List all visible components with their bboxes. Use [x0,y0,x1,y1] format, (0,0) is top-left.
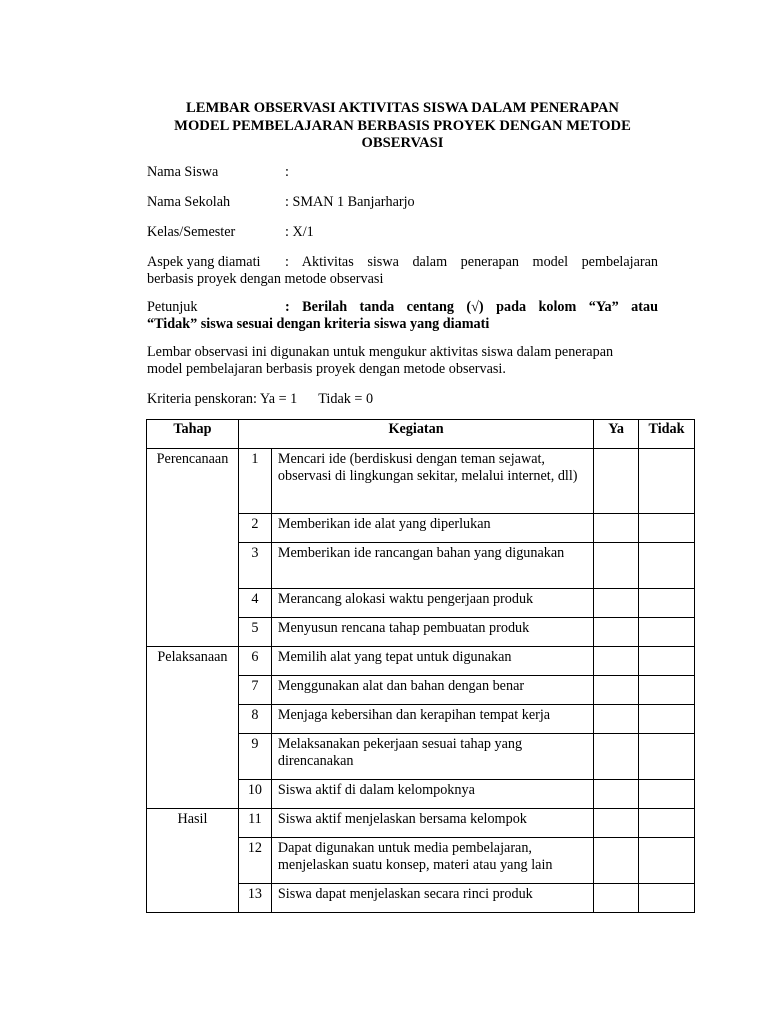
kegiatan-cell: Siswa aktif di dalam kelompoknya [271,780,593,809]
nama-sekolah-label: Nama Sekolah [147,193,231,210]
ya-checkbox-cell[interactable] [594,514,639,543]
row-number: 5 [238,618,271,647]
field-aspek [147,254,658,288]
table-row [147,449,695,514]
tidak-checkbox-cell[interactable] [639,676,695,705]
row-number: 11 [238,809,271,838]
row-number: 13 [238,884,271,913]
kegiatan-cell: Memberikan ide alat yang diperlukan [271,514,593,543]
tidak-checkbox-cell[interactable] [639,838,695,884]
ya-checkbox-cell[interactable] [594,618,639,647]
petunjuk-value: : Berilah tanda centang (√) pada kolom “Ya” atau [285,298,658,315]
row-number: 12 [238,838,271,884]
field-kelas [147,224,658,241]
tidak-checkbox-cell[interactable] [639,449,695,514]
row-number: 1 [238,449,271,514]
ya-checkbox-cell[interactable] [594,705,639,734]
tidak-checkbox-cell[interactable] [639,884,695,913]
ya-checkbox-cell[interactable] [594,647,639,676]
kegiatan-cell: Melaksanakan pekerjaan sesuai tahap yang direncanakan [271,734,593,780]
kegiatan-cell: Memberikan ide rancangan bahan yang digunakan [271,543,593,589]
table-header-row [147,420,695,449]
row-number: 10 [238,780,271,809]
ya-checkbox-cell[interactable] [594,780,639,809]
kegiatan-cell: Menyusun rencana tahap pembuatan produk [271,618,593,647]
title-line: LEMBAR OBSERVASI AKTIVITAS SISWA DALAM PENERAPAN [186,100,619,116]
header-kegiatan: Kegiatan [238,420,593,449]
nama-siswa-value: : [285,163,289,180]
field-nama-sekolah [147,194,658,211]
ya-checkbox-cell[interactable] [594,589,639,618]
kegiatan-cell: Menggunakan alat dan bahan dengan benar [271,676,593,705]
ya-checkbox-cell[interactable] [594,809,639,838]
header-ya: Ya [594,420,639,449]
kegiatan-cell: Menjaga kebersihan dan kerapihan tempat kerja [271,705,593,734]
tidak-checkbox-cell[interactable] [639,589,695,618]
ya-checkbox-cell[interactable] [594,449,639,514]
aspek-value: : Aktivitas siswa dalam penerapan model pembelajaran [285,253,658,270]
kegiatan-cell: Mencari ide (berdiskusi dengan teman sejawat, observasi di lingkungan sekitar, melalui internet, dll) [271,449,593,514]
tidak-checkbox-cell[interactable] [639,618,695,647]
observation-sheet [147,100,658,408]
row-number: 4 [238,589,271,618]
title-line: MODEL PEMBELAJARAN BERBASIS PROYEK DENGAN METODE [174,117,631,134]
row-number: 6 [238,647,271,676]
field-petunjuk [147,299,658,333]
row-number: 9 [238,734,271,780]
row-number: 7 [238,676,271,705]
kegiatan-cell: Merancang alokasi waktu pengerjaan produk [271,589,593,618]
row-number: 8 [238,705,271,734]
table-row [147,647,695,676]
row-number: 3 [238,543,271,589]
kelas-label: Kelas/Semester [147,223,236,240]
nama-sekolah-value: : SMAN 1 Banjarharjo [285,193,415,210]
ya-checkbox-cell[interactable] [594,884,639,913]
tahap-perencanaan: Perencanaan [147,449,239,647]
kriteria-penskoran: Kriteria penskoran: Ya = 1 Tidak = 0 [147,390,374,407]
table-row [147,809,695,838]
ya-checkbox-cell[interactable] [594,676,639,705]
aspek-label: Aspek yang diamati [147,253,261,270]
header-tahap: Tahap [147,420,239,449]
intro-line: Lembar observasi ini digunakan untuk mengukur aktivitas siswa dalam penerapan [147,343,614,360]
tahap-hasil: Hasil [147,809,239,913]
intro-line: model pembelajaran berbasis proyek dengan metode observasi. [147,360,506,377]
observation-table [146,419,695,913]
row-number: 2 [238,514,271,543]
document-title [147,100,658,153]
tidak-checkbox-cell[interactable] [639,809,695,838]
tidak-checkbox-cell[interactable] [639,514,695,543]
kegiatan-cell: Memilih alat yang tepat untuk digunakan [271,647,593,676]
petunjuk-label: Petunjuk [147,298,198,315]
kelas-value: : X/1 [285,223,314,240]
aspek-value-cont: berbasis proyek dengan metode observasi [147,270,384,287]
tahap-pelaksanaan: Pelaksanaan [147,647,239,809]
tidak-checkbox-cell[interactable] [639,780,695,809]
header-tidak: Tidak [639,420,695,449]
title-line: OBSERVASI [361,135,444,151]
kegiatan-cell: Dapat digunakan untuk media pembelajaran, menjelaskan suatu konsep, materi atau yang lain [271,838,593,884]
tidak-checkbox-cell[interactable] [639,647,695,676]
field-nama-siswa [147,164,658,181]
intro-paragraph [147,344,658,378]
nama-siswa-label: Nama Siswa [147,163,219,180]
ya-checkbox-cell[interactable] [594,734,639,780]
kegiatan-cell: Siswa dapat menjelaskan secara rinci produk [271,884,593,913]
tidak-checkbox-cell[interactable] [639,543,695,589]
kegiatan-cell: Siswa aktif menjelaskan bersama kelompok [271,809,593,838]
tidak-checkbox-cell[interactable] [639,734,695,780]
tidak-checkbox-cell[interactable] [639,705,695,734]
ya-checkbox-cell[interactable] [594,838,639,884]
ya-checkbox-cell[interactable] [594,543,639,589]
petunjuk-value-cont: “Tidak” siswa sesuai dengan kriteria siswa yang diamati [147,315,490,332]
